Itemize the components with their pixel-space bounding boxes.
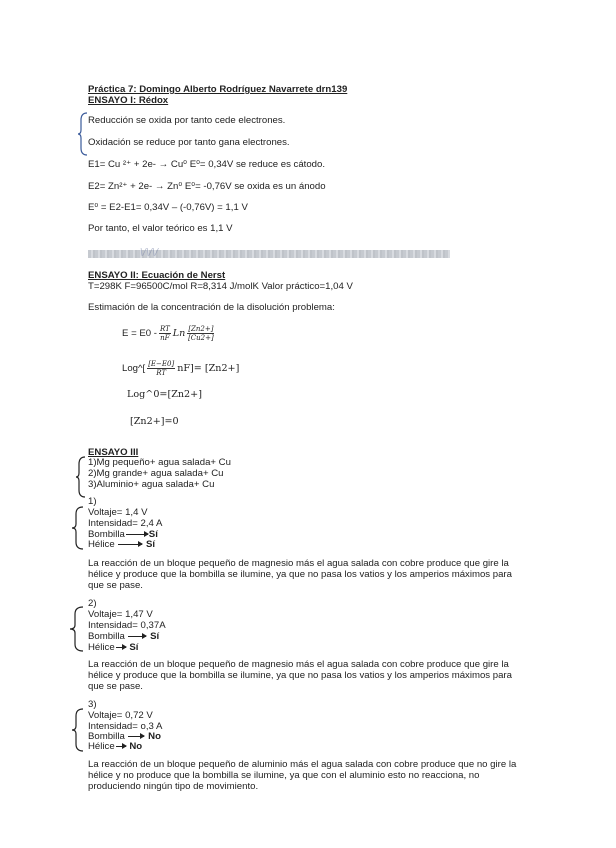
- arrow-right-icon: [118, 544, 142, 545]
- constants-line: T=298K F=96500C/mol R=8,314 J/molK Valor práctico=1,04 V: [88, 281, 353, 292]
- intensidad-line: Intensidad= o,3 A: [88, 721, 163, 732]
- log-equation: [122, 357, 239, 379]
- log-zero-line: Log^0=[Zn2+]: [127, 389, 202, 400]
- eq2-right: nF]= [Zn2+]: [177, 362, 240, 374]
- helice-line: [88, 642, 138, 653]
- ensayo1-heading: ENSAYO I: Rédox: [88, 95, 169, 106]
- helice-value: Sí: [146, 539, 156, 550]
- e2-line: E2= Zn²⁺ + 2e- → Zn⁰ E⁰= -0,76V se oxida es un ánodo: [88, 181, 326, 192]
- eq1-left: E = E0 -: [122, 327, 157, 339]
- brace-icon: [70, 606, 84, 652]
- result-label: 3): [88, 699, 97, 710]
- ensayo3-item: 1)Mg pequeño+ agua salada+ Cu: [88, 457, 231, 468]
- nernst-equation: [122, 322, 216, 344]
- e1-line: E1= Cu ²⁺ + 2e- → Cu⁰ E⁰= 0,34V se reduce es cátodo.: [88, 159, 326, 170]
- bombilla-value: Sí: [150, 631, 160, 642]
- zn-zero-line: [Zn2+]=0: [130, 416, 179, 427]
- bombilla-value: No: [148, 731, 161, 742]
- arrow-right-icon: [126, 534, 148, 535]
- arrow-right-icon: [128, 636, 146, 637]
- bombilla-label: Bombilla: [88, 731, 125, 742]
- helice-value: Sí: [129, 642, 139, 653]
- helice-label: Hélice: [88, 741, 115, 752]
- e-e0-fraction: $\frac{[E-E0]}{RT}$: [148, 359, 175, 377]
- voltaje-line: Voltaje= 1,4 V: [88, 507, 148, 518]
- concentration-fraction: $\frac{[Zn2+]}{[Cu2+]}$: [188, 324, 214, 342]
- valor-teorico-line: Por tanto, el valor teórico es 1,1 V: [88, 223, 233, 234]
- arrow-right-icon: [116, 746, 126, 747]
- bombilla-line: [88, 631, 159, 642]
- voltaje-line: Voltaje= 1,47 V: [88, 609, 153, 620]
- brace-icon: [72, 506, 84, 550]
- result-paragraph: La reacción de un bloque pequeño de aluminio más el agua salada con cobre produce que no gire la hélice y no produce que la bombilla se ilumine, ya que con el aluminio esto no reacciona, no produciendo ningún tipo de movimiento.: [88, 759, 517, 792]
- bombilla-label: Bombilla: [88, 631, 125, 642]
- bombilla-label: Bombilla: [88, 529, 125, 540]
- intensidad-line: Intensidad= 2,4 A: [88, 518, 163, 529]
- intensidad-line: Intensidad= 0,37A: [88, 620, 166, 631]
- result-paragraph: La reacción de un bloque pequeño de magnesio más el agua salada con cobre produce que gire la hélice y produce que la bombilla se ilumine, ya que no pasa los vatios y los amperios máximos para que se pase.: [88, 659, 512, 692]
- rt-nf-fraction: $\frac{RT}{nF}$: [159, 324, 170, 342]
- helice-value: No: [129, 741, 143, 752]
- ensayo3-item: 2)Mg grande+ agua salada+ Cu: [88, 468, 224, 479]
- strip-scribble: \/\/\/: [140, 248, 159, 258]
- result-label: 2): [88, 598, 97, 609]
- bombilla-value: Sí: [148, 529, 158, 540]
- helice-line: [88, 741, 142, 752]
- ln-symbol: Ln: [172, 327, 186, 339]
- eq2-left: Log^[: [122, 362, 146, 374]
- estimacion-line: Estimación de la concentración de la disolución problema:: [88, 302, 335, 313]
- helice-line: [88, 539, 155, 550]
- arrow-right-icon: [116, 647, 126, 648]
- brace-icon: [72, 708, 84, 752]
- brace-icon: [78, 112, 88, 156]
- document-title: Práctica 7: Domingo Alberto Rodríguez Navarrete drn139: [88, 84, 348, 95]
- helice-label: Hélice: [88, 539, 115, 550]
- result-label: 1): [88, 496, 97, 507]
- ensayo3-heading: ENSAYO III: [88, 447, 139, 458]
- reduccion-line: Reducción se oxida por tanto cede electrones.: [88, 115, 286, 126]
- e0-line: E⁰ = E2-E1= 0,34V – (-0,76V) = 1,1 V: [88, 202, 248, 213]
- ensayo2-heading: ENSAYO II: Ecuación de Nerst: [88, 270, 226, 281]
- ensayo3-item: 3)Aluminio+ agua salada+ Cu: [88, 479, 215, 490]
- voltaje-line: Voltaje= 0,72 V: [88, 710, 153, 721]
- result-paragraph: La reacción de un bloque pequeño de magnesio más el agua salada con cobre produce que gire la hélice y produce que la bombilla se ilumine, ya que no pasa los vatios y los amperios máximos para que se pase.: [88, 558, 512, 591]
- helice-label: Hélice: [88, 642, 115, 653]
- arrow-right-icon: [128, 736, 144, 737]
- oxidacion-line: Oxidación se reduce por tanto gana electrones.: [88, 137, 290, 148]
- brace-icon: [76, 456, 86, 498]
